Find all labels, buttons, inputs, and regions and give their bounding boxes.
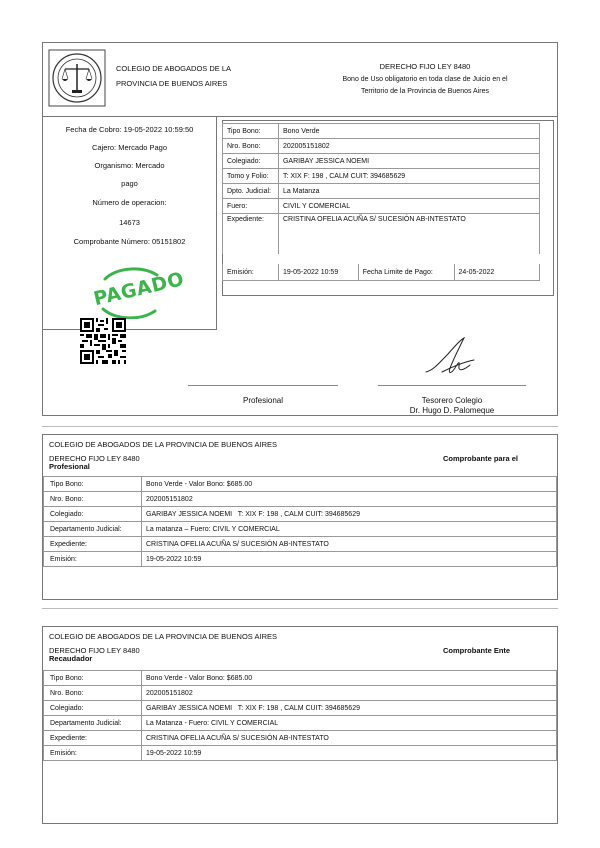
copy-org-name: COLEGIO DE ABOGADOS DE LA PROVINCIA DE BUENOS AIRES [49, 440, 277, 449]
bono-row [223, 124, 540, 139]
row-value: GARIBAY JESSICA NOEMI [278, 154, 539, 169]
payment-date: Fecha de Cobro: 19-05-2022 10:59:50 [65, 125, 194, 134]
row-label: Departamento Judicial: [44, 522, 142, 537]
row-value: Bono Verde [278, 124, 539, 139]
cashier: Cajero: Mercado Pago [91, 143, 168, 152]
row-label: Departamento Judicial: [44, 716, 142, 731]
row-value: La matanza – Fuero: CIVIL Y COMERCIAL [142, 522, 557, 537]
row-label: Colegiado: [44, 701, 142, 716]
row-label: Tipo Bono: [44, 477, 142, 492]
copy-row [44, 477, 557, 492]
bono-row [223, 184, 540, 199]
copy-row [44, 701, 557, 716]
row-value: 202005151802 [278, 139, 539, 154]
copy-row [44, 686, 557, 701]
row-value: GARIBAY JESSICA NOEMI T: XIX F: 198 , CALM CUIT: 394685629 [142, 507, 557, 522]
org-name-line1: COLEGIO DE ABOGADOS DE LA [116, 64, 232, 73]
emission-row [223, 259, 540, 281]
copy-fee-title: DERECHO FIJO LEY 8480 [49, 454, 140, 463]
row-label: Tomo y Folio: [223, 169, 279, 184]
copy-row [44, 507, 557, 522]
row-label: Tipo Bono: [223, 124, 279, 139]
copy-profesional [42, 434, 558, 600]
organism: Organismo: Mercado [94, 161, 165, 170]
payment-limit-label: Fecha Limite de Pago: [358, 259, 454, 281]
copy-row [44, 492, 557, 507]
copy-org-name: COLEGIO DE ABOGADOS DE LA PROVINCIA DE BUENOS AIRES [49, 632, 277, 641]
paid-stamp-text: PAGADO [91, 268, 187, 311]
row-label: Colegiado: [44, 507, 142, 522]
fee-title: DERECHO FIJO LEY 8480 [379, 62, 471, 71]
scales-of-justice-icon [48, 49, 106, 107]
row-value: Bono Verde - Valor Bono: $685.00 [142, 671, 557, 686]
payment-limit-value: 24-05-2022 [454, 259, 540, 281]
row-label: Dpto. Judicial: [223, 184, 279, 199]
copy-row [44, 731, 557, 746]
row-label: Nro. Bono: [44, 492, 142, 507]
qr-code [80, 318, 126, 364]
tesorero-label: Tesorero Colegio [421, 396, 483, 405]
copy-fee-title: DERECHO FIJO LEY 8480 [49, 646, 140, 655]
row-value: CRISTINA OFELIA ACUÑA S/ SUCESIÓN AB-INTESTATO [278, 214, 539, 260]
copy-row [44, 716, 557, 731]
copy-row [44, 522, 557, 537]
row-label: Colegiado: [223, 154, 279, 169]
row-value: T: XIX F: 198 , CALM CUIT: 394685629 [278, 169, 539, 184]
profesional-sign-line [188, 385, 338, 386]
row-value: La Matanza - Fuero: CIVIL Y COMERCIAL [142, 716, 557, 731]
row-label: Expediente: [44, 537, 142, 552]
row-label: Expediente: [223, 214, 279, 260]
bono-row [223, 139, 540, 154]
handwritten-signature-icon [420, 332, 480, 382]
tesorero-name: Dr. Hugo D. Palomeque [409, 406, 495, 415]
row-label: Nro. Bono: [223, 139, 279, 154]
row-label: Nro. Bono: [44, 686, 142, 701]
row-label: Fuero: [223, 199, 279, 214]
row-value: Bono Verde - Valor Bono: $685.00 [142, 477, 557, 492]
row-value: CRISTINA OFELIA ACUÑA S/ SUCESIÓN AB-INTESTATO [142, 731, 557, 746]
section-divider [42, 426, 558, 427]
row-value: CRISTINA OFELIA ACUÑA S/ SUCESIÓN AB-INTESTATO [142, 537, 557, 552]
copy-type-label: Comprobante para el [443, 454, 519, 463]
copy-recaudador [42, 626, 558, 824]
signature-image [420, 332, 480, 382]
fee-desc-line2: Territorio de la Provincia de Buenos Aires [360, 88, 489, 95]
copy-role: Profesional [49, 462, 90, 471]
row-value: 19-05-2022 10:59 [142, 552, 557, 567]
tesorero-sign-line [378, 385, 526, 386]
copy-row [44, 537, 557, 552]
payment-receipt-box [42, 116, 217, 330]
row-value: GARIBAY JESSICA NOEMI T: XIX F: 198 , CALM CUIT: 394685629 [142, 701, 557, 716]
copy-row [44, 671, 557, 686]
emission-label: Emisión: [223, 259, 279, 281]
row-value: CIVIL Y COMERCIAL [278, 199, 539, 214]
bono-details-table [222, 123, 540, 281]
profesional-label: Profesional [242, 396, 284, 405]
bono-row [223, 214, 540, 260]
row-value: 202005151802 [142, 492, 557, 507]
operation-number-label: Número de operacion: [92, 198, 167, 207]
operation-number: 14673 [119, 218, 140, 227]
college-logo [48, 49, 106, 107]
row-label: Expediente: [44, 731, 142, 746]
copy-row [44, 552, 557, 567]
org-name-line2: PROVINCIA DE BUENOS AIRES [116, 79, 228, 88]
organism-cont: pago [121, 179, 138, 188]
row-label: Tipo Bono: [44, 671, 142, 686]
row-value: La Matanza [278, 184, 539, 199]
paid-stamp [85, 265, 187, 319]
bono-row [223, 199, 540, 214]
copy-details-table [43, 476, 557, 567]
section-divider [42, 608, 558, 609]
bono-row [223, 154, 540, 169]
copy-type-label: Comprobante Ente [443, 646, 511, 655]
bono-row [223, 169, 540, 184]
copy-role: Recaudador [49, 654, 93, 663]
fee-desc-line1: Bono de Uso obligatorio en toda clase de Juicio en el [342, 76, 508, 83]
row-value: 202005151802 [142, 686, 557, 701]
copy-details-table [43, 670, 557, 761]
qr-code-icon [80, 318, 126, 364]
emission-value: 19-05-2022 10:59 [278, 259, 358, 281]
receipt-number: Comprobante Número: 05151802 [73, 237, 186, 246]
row-label: Emisión: [44, 746, 142, 761]
row-value: 19-05-2022 10:59 [142, 746, 557, 761]
row-label: Emisión: [44, 552, 142, 567]
copy-row [44, 746, 557, 761]
